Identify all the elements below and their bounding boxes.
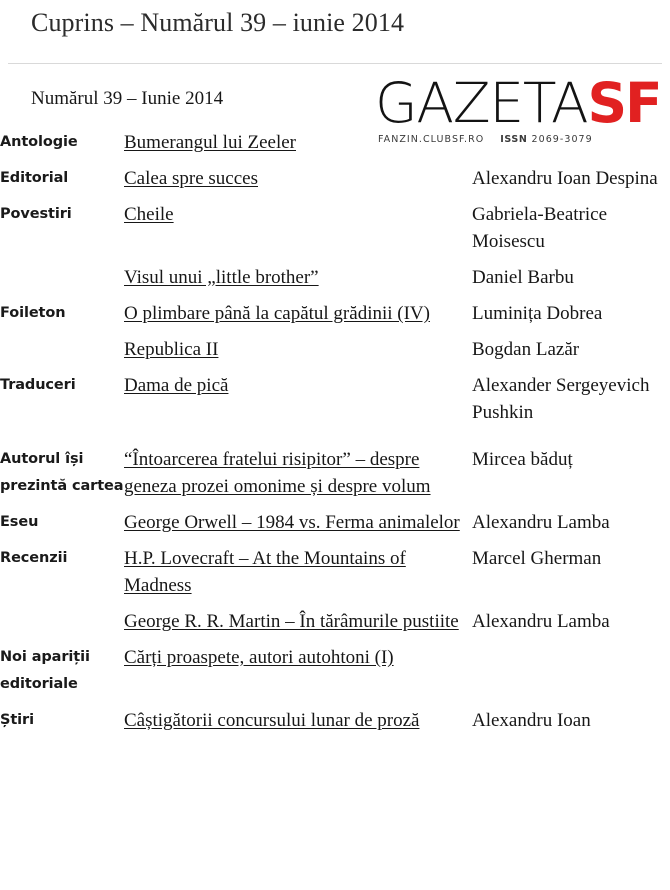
row-section-label: Eseu: [0, 514, 39, 530]
row-author-cell: Daniel Barbu: [472, 267, 574, 288]
title-divider: [8, 63, 662, 64]
row-section-label: [0, 264, 124, 300]
row-title-cell: [124, 509, 472, 545]
table-row: [0, 264, 670, 300]
row-author-cell: Alexandru Ioan Despina: [472, 168, 658, 189]
table-row: [0, 300, 670, 336]
row-author-cell: [472, 644, 670, 707]
row-author-cell: Alexandru Lamba: [472, 512, 610, 533]
article-link[interactable]: George Orwell – 1984 vs. Ferma animalelor: [124, 512, 460, 533]
row-author-cell: Alexandru Ioan: [472, 710, 591, 731]
logo-site-url: FANZIN.CLUBSF.RO: [378, 134, 485, 145]
row-title-cell: [124, 165, 472, 201]
logo-issn-value: 2069-3079: [531, 134, 593, 145]
row-author-cell: Luminița Dobrea: [472, 303, 603, 324]
row-author-cell: Alexander Sergeyevich Pushkin: [472, 375, 650, 423]
article-link[interactable]: Cărți proaspete, autori autohtoni (I): [124, 647, 394, 668]
article-link[interactable]: Dama de pică: [124, 375, 229, 396]
row-section-label: Recenzii: [0, 550, 68, 566]
row-title-cell: [124, 336, 472, 372]
row-section-label: Antologie: [0, 134, 78, 150]
table-row: [0, 644, 670, 707]
table-row: [0, 165, 670, 201]
row-title-cell: [124, 446, 472, 509]
article-link[interactable]: O plimbare până la capătul grădinii (IV): [124, 303, 430, 324]
article-link[interactable]: Cheile: [124, 204, 174, 225]
table-row: [0, 608, 670, 644]
row-title-cell: [124, 372, 472, 446]
table-row: [0, 336, 670, 372]
row-section-label: Traduceri: [0, 377, 76, 393]
logo-main-text: GAZETA: [375, 71, 588, 135]
issue-line: Numărul 39 – Iunie 2014: [31, 88, 224, 109]
article-link[interactable]: Republica II: [124, 339, 219, 360]
row-section-label: Știri: [0, 712, 34, 728]
article-link[interactable]: H.P. Lovecraft – At the Mountains of Madness: [124, 548, 406, 596]
row-author-cell: [472, 129, 670, 165]
row-author-cell: Alexandru Lamba: [472, 611, 610, 632]
row-section-label: Autorul își prezintă cartea: [0, 451, 124, 494]
table-of-contents: [0, 85, 670, 743]
article-link[interactable]: Câștigătorii concursului lunar de proză: [124, 710, 420, 731]
contents-table-body: [0, 129, 670, 743]
row-section-label: [0, 608, 124, 644]
row-author-cell: Bogdan Lazăr: [472, 339, 580, 360]
article-link[interactable]: George R. R. Martin – În tărâmurile pustiite: [124, 611, 459, 632]
row-section-label: Noi apariții editoriale: [0, 649, 90, 692]
logo-issn-label: ISSN: [500, 134, 528, 145]
row-author-cell: Mircea băduț: [472, 449, 573, 470]
table-row: [0, 201, 670, 264]
row-title-cell: [124, 300, 472, 336]
row-title-cell: [124, 264, 472, 300]
row-title-cell: [124, 644, 472, 707]
row-title-cell: [124, 201, 472, 264]
logo-accent-text: SF: [587, 71, 661, 135]
row-section-label: Povestiri: [0, 206, 72, 222]
row-title-cell: [124, 608, 472, 644]
article-link[interactable]: Visul unui „little brother”: [124, 267, 319, 288]
article-link[interactable]: Bumerangul lui Zeeler: [124, 132, 296, 153]
table-row: [0, 545, 670, 608]
table-row: [0, 129, 670, 165]
contents-table: [0, 129, 670, 743]
article-link[interactable]: “Întoarcerea fratelui risipitor” – despre geneza prozei omonime și despre volum: [124, 449, 431, 497]
row-title-cell: [124, 129, 472, 165]
row-section-label: [0, 336, 124, 372]
row-title-cell: [124, 707, 472, 743]
row-author-cell: Marcel Gherman: [472, 548, 602, 569]
row-author-cell: Gabriela-Beatrice Moisescu: [472, 204, 608, 252]
table-row: [0, 446, 670, 509]
article-link[interactable]: Calea spre succes: [124, 168, 258, 189]
table-row: [0, 707, 670, 743]
row-title-cell: [124, 545, 472, 608]
row-section-label: Foileton: [0, 305, 66, 321]
page-title: Cuprins – Numărul 39 – iunie 2014: [31, 8, 405, 37]
table-row: [0, 509, 670, 545]
table-row: [0, 372, 670, 446]
row-section-label: Editorial: [0, 170, 69, 186]
